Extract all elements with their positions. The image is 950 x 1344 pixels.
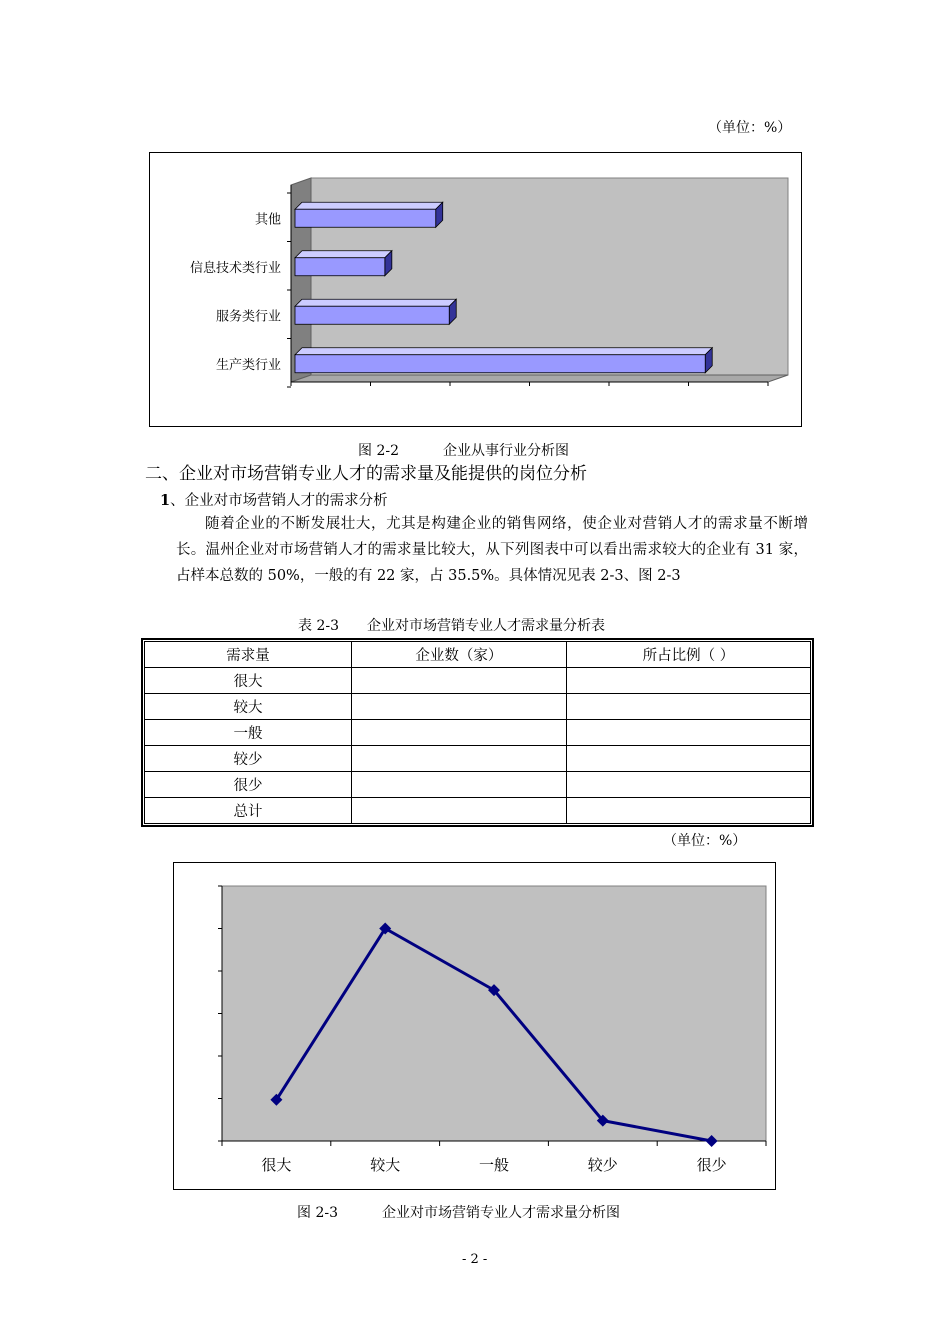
table-cell (566, 798, 810, 824)
bar (295, 258, 385, 276)
table-cell: 很大 (145, 668, 352, 694)
table-row (145, 720, 811, 746)
bar-top-face (295, 348, 712, 355)
bar-chart-industry (150, 153, 801, 426)
figure-2-3-number: 图 2-3 (297, 1205, 338, 1221)
bar (295, 306, 449, 324)
x-tick-label: 较少 (587, 1156, 618, 1174)
bar-top-face (295, 299, 456, 306)
table-cell (351, 772, 566, 798)
bar (295, 209, 436, 227)
table-cell (566, 720, 810, 746)
figure-2-2-caption (358, 442, 569, 460)
figure-2-3-caption (297, 1204, 620, 1222)
unit-label-top: （单位：%） (708, 120, 792, 136)
sub-heading (160, 492, 388, 510)
table-cell (351, 668, 566, 694)
table-cell (566, 772, 810, 798)
y-tick-label: 生产类行业 (215, 357, 281, 373)
table-row (145, 746, 811, 772)
table-2-3-caption: 表 2-3 企业对市场营销专业人才需求量分析表 (298, 618, 605, 634)
table-header-cell: 企业数（家） (351, 642, 566, 668)
table-cell (351, 798, 566, 824)
bar-top-face (295, 251, 392, 258)
y-tick-label: 信息技术类行业 (189, 260, 281, 276)
table-header-row (145, 642, 811, 668)
table-2-3 (141, 638, 814, 827)
table-row (145, 668, 811, 694)
table-row (145, 694, 811, 720)
figure-2-3-title: 企业对市场营销专业人才需求量分析图 (382, 1205, 620, 1221)
table-row (145, 772, 811, 798)
body-paragraph: 随着企业的不断发展壮大，尤其是构建企业的销售网络，使企业对营销人才的需求量不断增长。温州企业对市场营销人才的需求量比较大，从下列图表中可以看出需求较大的企业有 31 家，占样本总数的 50%，一般的有 22 家，占 35.5%。具体情况见表 2-3、图 2-3 (176, 516, 808, 584)
x-tick-label: 很大 (261, 1156, 292, 1174)
table-cell: 总计 (145, 798, 352, 824)
table-cell (351, 720, 566, 746)
section-heading: 二、企业对市场营销专业人才的需求量及能提供的岗位分析 (145, 464, 587, 484)
line-chart-demand (174, 863, 775, 1189)
table-cell: 较大 (145, 694, 352, 720)
sub-heading-number: 1 (160, 492, 171, 509)
demand-table (144, 641, 811, 824)
x-tick-label: 很少 (696, 1156, 727, 1174)
plot-area (222, 886, 766, 1141)
table-cell: 一般 (145, 720, 352, 746)
table-cell (566, 746, 810, 772)
figure-2-2-number: 图 2-2 (358, 443, 399, 459)
table-row (145, 798, 811, 824)
x-tick-label: 一般 (478, 1156, 510, 1174)
table-header-cell: 需求量 (145, 642, 352, 668)
page-number: - 2 - (462, 1252, 488, 1267)
bar (295, 355, 705, 373)
table-cell (566, 694, 810, 720)
table-cell: 很少 (145, 772, 352, 798)
unit-label-bottom: （单位：%） (663, 833, 747, 849)
y-tick-label: 服务类行业 (215, 309, 281, 325)
bar-top-face (295, 202, 443, 209)
sub-heading-text: 、企业对市场营销人才的需求分析 (170, 493, 388, 509)
figure-2-3-frame (173, 862, 776, 1190)
table-cell (566, 668, 810, 694)
x-tick-label: 较大 (370, 1156, 401, 1174)
table-cell (351, 746, 566, 772)
figure-2-2-frame (149, 152, 802, 427)
y-tick-label: 其他 (254, 212, 281, 228)
figure-2-2-title: 企业从事行业分析图 (443, 443, 569, 459)
table-header-cell: 所占比例（ ） (566, 642, 810, 668)
table-cell (351, 694, 566, 720)
table-cell: 较少 (145, 746, 352, 772)
chart-floor (291, 375, 788, 382)
